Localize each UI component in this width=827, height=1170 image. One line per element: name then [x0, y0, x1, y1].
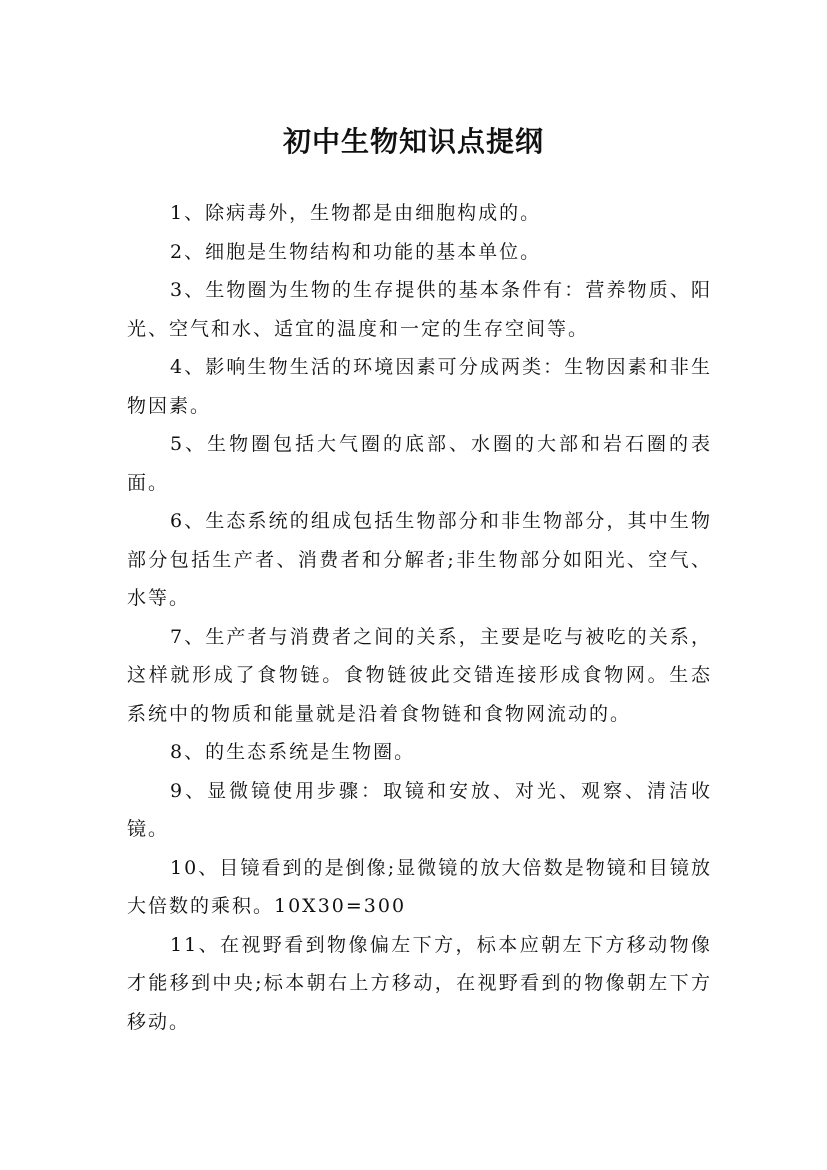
- paragraph-4: 4、影响生物生活的环境因素可分成两类：生物因素和非生物因素。: [127, 356, 712, 417]
- paragraph-6: 6、生态系统的组成包括生物部分和非生物部分，其中生物部分包括生产者、消费者和分解者;非生物部分如阳光、空气、水等。: [127, 510, 712, 609]
- paragraph-5: 5、生物圈包括大气圈的底部、水圈的大部和岩石圈的表面。: [127, 433, 712, 494]
- paragraph-3: 3、生物圈为生物的生存提供的基本条件有：营养物质、阳光、空气和水、适宜的温度和一定的生存空间等。: [127, 279, 712, 340]
- document-body: [127, 194, 712, 1041]
- paragraph-9: 9、显微镜使用步骤：取镜和安放、对光、观察、清洁收镜。: [127, 779, 712, 840]
- paragraph-2: 2、细胞是生物结构和功能的基本单位。: [170, 240, 542, 263]
- paragraph-7: 7、生产者与消费者之间的关系，主要是吃与被吃的关系，这样就形成了食物链。食物链彼此交错连接形成食物网。生态系统中的物质和能量就是沿着食物链和食物网流动的。: [127, 625, 712, 725]
- paragraph-1: 1、除病毒外，生物都是由细胞构成的。: [170, 202, 542, 224]
- paragraph-11: 11、在视野看到物像偏左下方，标本应朝左下方移动物像才能移到中央;标本朝右上方移动，在视野看到的物像朝左下方移动。: [127, 933, 712, 1033]
- paragraph-8: 8、的生态系统是生物圈。: [170, 741, 416, 763]
- page-title: 初中生物知识点提纲: [282, 124, 544, 158]
- paragraph-10: 10、目镜看到的是倒像;显微镜的放大倍数是物镜和目镜放大倍数的乘积。10X30=300: [127, 856, 712, 917]
